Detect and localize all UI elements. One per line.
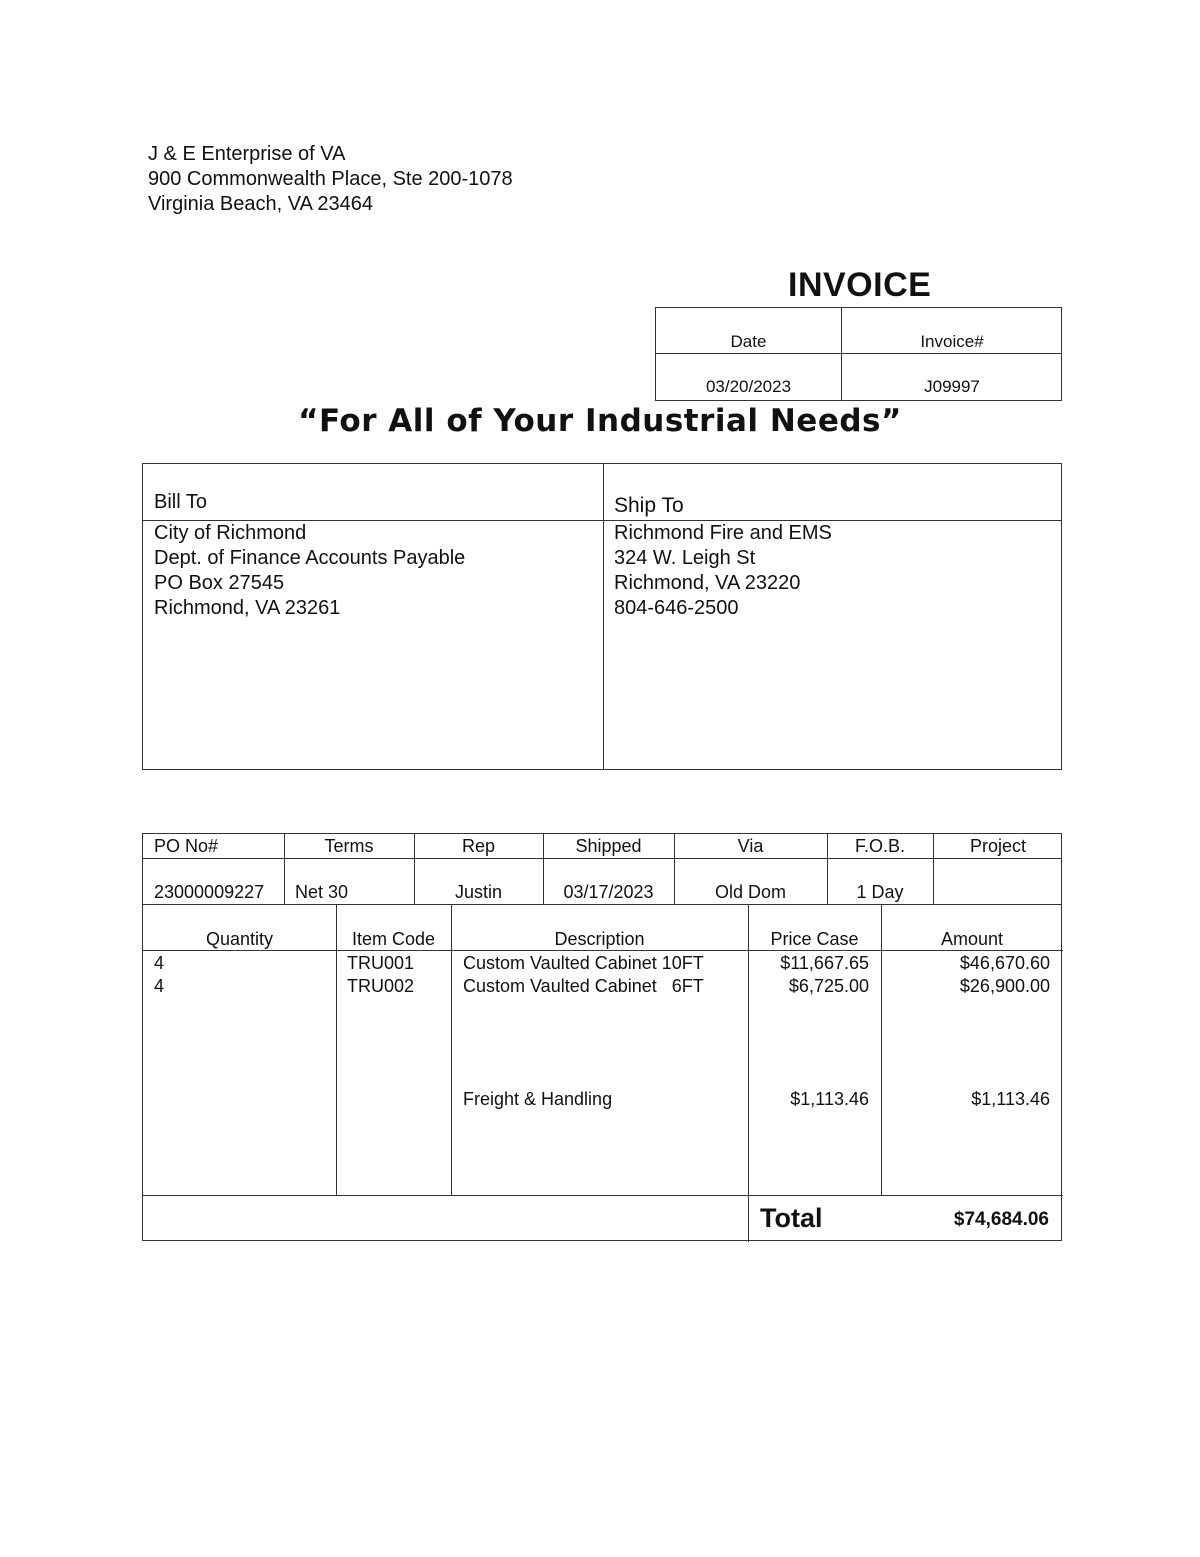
ship-to-line: Richmond Fire and EMS — [614, 522, 832, 544]
ship-to-address — [614, 521, 832, 621]
bill-to-line: PO Box 27545 — [154, 572, 285, 594]
bill-to-line: Richmond, VA 23261 — [154, 597, 341, 619]
total-amount: $74,684.06 — [953, 1209, 1049, 1230]
line-items-table — [142, 904, 1062, 1241]
project-header: Project — [969, 836, 1027, 856]
company-address-line2: Virginia Beach, VA 23464 — [148, 193, 373, 215]
item-amount: $46,670.60 — [959, 953, 1050, 973]
ship-to-line: Richmond, VA 23220 — [614, 572, 801, 594]
po-header: PO No# — [154, 836, 219, 856]
item-price: $6,725.00 — [788, 976, 869, 996]
bill-to-line: City of Richmond — [154, 522, 307, 544]
ship-to-line: 804-646-2500 — [614, 597, 739, 619]
terms-header: Terms — [324, 836, 374, 856]
divider — [656, 353, 1061, 354]
shipped-value: 03/17/2023 — [563, 882, 654, 902]
rep-header: Rep — [461, 836, 496, 856]
via-value: Old Dom — [714, 882, 786, 902]
invoice-meta-table — [655, 307, 1062, 401]
rep-value: Justin — [454, 882, 503, 902]
description-header: Description — [554, 929, 645, 949]
item-quantity: 4 — [154, 976, 165, 996]
divider — [748, 905, 749, 1242]
address-table — [142, 463, 1062, 770]
company-name: J & E Enterprise of VA — [148, 143, 346, 165]
invoice-title: INVOICE — [788, 266, 932, 304]
item-amount: $26,900.00 — [959, 976, 1050, 996]
po-number: 23000009227 — [154, 882, 265, 902]
invoice-number-label: Invoice# — [920, 332, 984, 351]
date-label: Date — [730, 332, 767, 351]
item-description: Custom Vaulted Cabinet 6FT — [463, 976, 704, 996]
item-quantity: 4 — [154, 953, 165, 973]
divider — [143, 1195, 1063, 1196]
terms-value: Net 30 — [295, 882, 349, 902]
shipped-header: Shipped — [575, 836, 642, 856]
item-code: TRU002 — [347, 976, 415, 996]
bill-to-line: Dept. of Finance Accounts Payable — [154, 547, 466, 569]
divider — [603, 464, 604, 769]
total-label: Total — [760, 1203, 823, 1233]
invoice-number: J09997 — [924, 377, 980, 396]
divider — [143, 950, 1063, 951]
fob-header: F.O.B. — [854, 836, 905, 856]
bill-to-label: Bill To — [154, 491, 207, 513]
fob-value: 1 Day — [856, 882, 904, 902]
item-description: Custom Vaulted Cabinet 10FT — [463, 953, 704, 973]
company-address-block — [148, 142, 513, 217]
company-address-line1: 900 Commonwealth Place, Ste 200-1078 — [148, 168, 513, 190]
via-header: Via — [737, 836, 764, 856]
price-case-header: Price Case — [770, 929, 859, 949]
quantity-header: Quantity — [205, 929, 274, 949]
ship-to-label: Ship To — [614, 494, 684, 517]
ship-to-line: 324 W. Leigh St — [614, 547, 756, 569]
invoice-date: 03/20/2023 — [705, 377, 792, 396]
freight-price: $1,113.46 — [790, 1089, 869, 1109]
bill-to-address — [154, 521, 465, 621]
item-price: $11,667.65 — [780, 953, 869, 973]
item-code: TRU001 — [347, 953, 415, 973]
order-info-table — [142, 833, 1062, 905]
divider — [143, 858, 1061, 859]
amount-header: Amount — [940, 929, 1004, 949]
slogan: “For All of Your Industrial Needs” — [298, 403, 902, 439]
freight-description: Freight & Handling — [463, 1089, 613, 1109]
item-code-header: Item Code — [351, 929, 436, 949]
freight-amount: $1,113.46 — [971, 1089, 1050, 1109]
